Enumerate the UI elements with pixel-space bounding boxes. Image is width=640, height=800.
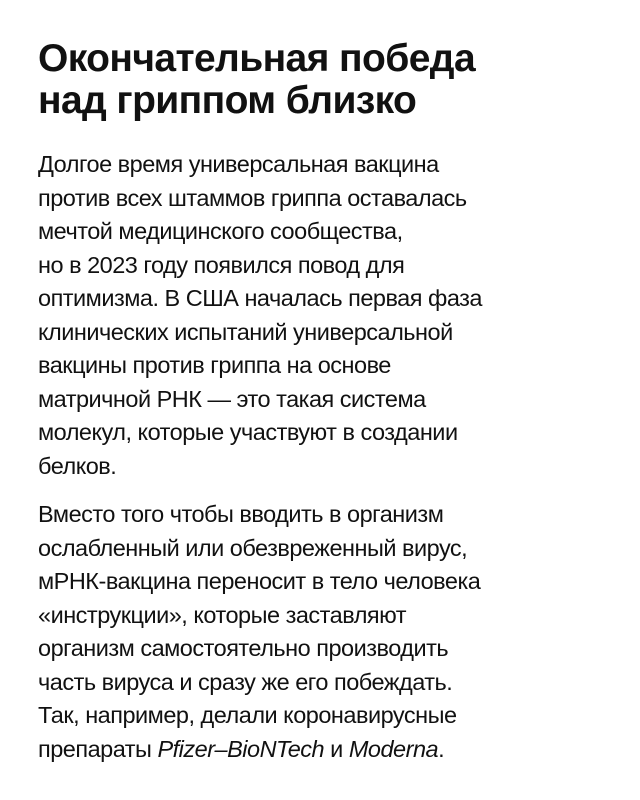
text-line: клинических испытаний универсальной [38,318,453,345]
article-title [38,38,600,122]
text-line: против всех штаммов гриппа оставалась [38,184,467,211]
text-fragment: препараты [38,735,158,762]
text-line: организм самостоятельно производить [38,635,449,661]
title-line: над гриппом близко [38,79,417,122]
text-fragment: и [324,735,349,762]
text-line: Вместо того чтобы вводить в организм [38,501,444,527]
text-line: но в 2023 году появился повод для [38,251,405,278]
title-line: Окончательная победа [38,37,476,80]
paragraph-1 [38,148,600,483]
text-line: часть вируса и сразу же его побеждать. [38,668,453,695]
brand-name-moderna: Moderna [348,735,439,762]
text-line: Долгое время универсальная вакцина [38,151,439,177]
text-line: оптимизма. В США началась первая фаза [38,285,482,311]
text-line: мРНК-вакцина переносит в тело человека [38,568,481,594]
text-line-with-brands [38,733,600,767]
article-body [38,148,600,766]
text-line: ослабленный или обезвреженный вирус, [38,534,468,561]
text-line: «инструкции», которые заставляют [38,601,407,628]
text-line: Так, например, делали коронавирусные [38,702,457,728]
paragraph-2 [38,498,600,766]
text-line: вакцины против гриппа на основе [38,352,391,378]
text-line: молекул, которые участвуют в создании [38,419,458,445]
brand-name-pfizer-biontech: Pfizer–BioNTech [157,735,325,762]
text-line: мечтой медицинского сообщества, [38,218,403,244]
text-line: белков. [38,452,117,479]
text-line: матричной РНК — это такая система [38,385,426,412]
text-fragment: . [438,735,445,762]
